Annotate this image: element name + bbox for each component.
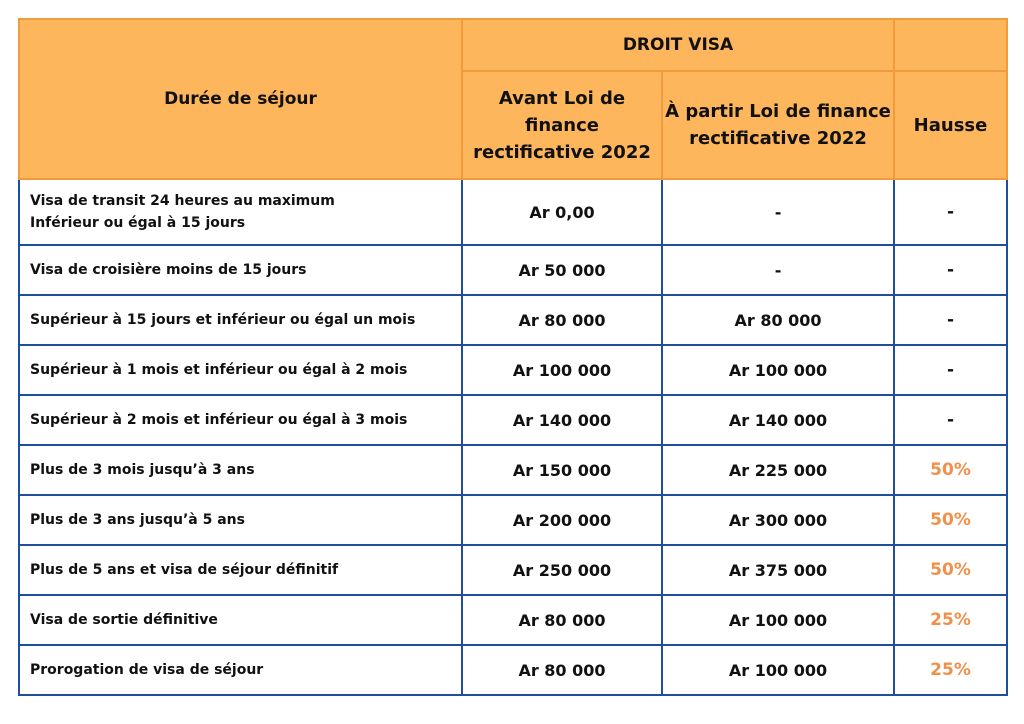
header-avant: Avant Loi de finance rectificative 2022 <box>462 71 662 179</box>
cell-avant: Ar 80 000 <box>462 645 662 695</box>
row-label: Visa de sortie définitive <box>19 595 462 645</box>
cell-avant: Ar 140 000 <box>462 395 662 445</box>
cell-avant: Ar 80 000 <box>462 595 662 645</box>
table-row <box>19 245 1007 295</box>
table-row <box>19 345 1007 395</box>
cell-apres: - <box>662 179 894 245</box>
cell-apres: Ar 225 000 <box>662 445 894 495</box>
cell-hausse: - <box>894 295 1007 345</box>
header-hausse: Hausse <box>894 71 1007 179</box>
row-label: Visa de croisière moins de 15 jours <box>19 245 462 295</box>
table-row <box>19 645 1007 695</box>
cell-hausse: 25% <box>894 595 1007 645</box>
cell-apres: Ar 100 000 <box>662 595 894 645</box>
visa-fees-table <box>18 18 1008 696</box>
header-droit-visa: DROIT VISA <box>462 19 894 71</box>
cell-avant: Ar 100 000 <box>462 345 662 395</box>
table-row <box>19 595 1007 645</box>
cell-apres: Ar 375 000 <box>662 545 894 595</box>
row-label: Supérieur à 2 mois et inférieur ou égal à 3 mois <box>19 395 462 445</box>
cell-apres: Ar 100 000 <box>662 345 894 395</box>
cell-hausse: 50% <box>894 545 1007 595</box>
cell-apres: Ar 80 000 <box>662 295 894 345</box>
cell-apres: Ar 100 000 <box>662 645 894 695</box>
cell-hausse: 50% <box>894 495 1007 545</box>
cell-hausse: 50% <box>894 445 1007 495</box>
header-duree: Durée de séjour <box>19 19 462 179</box>
cell-hausse: - <box>894 345 1007 395</box>
cell-avant: Ar 80 000 <box>462 295 662 345</box>
cell-hausse: - <box>894 179 1007 245</box>
cell-hausse: - <box>894 245 1007 295</box>
row-label: Plus de 3 mois jusqu’à 3 ans <box>19 445 462 495</box>
cell-apres: Ar 140 000 <box>662 395 894 445</box>
table-row <box>19 179 1007 245</box>
row-label: Plus de 5 ans et visa de séjour définitif <box>19 545 462 595</box>
row-label: Plus de 3 ans jusqu’à 5 ans <box>19 495 462 545</box>
table-row <box>19 295 1007 345</box>
cell-avant: Ar 200 000 <box>462 495 662 545</box>
header-apres: À partir Loi de finance rectificative 2022 <box>662 71 894 179</box>
header-empty-cell <box>894 19 1007 71</box>
cell-avant: Ar 0,00 <box>462 179 662 245</box>
table-row <box>19 495 1007 545</box>
table-row <box>19 545 1007 595</box>
table-row <box>19 445 1007 495</box>
table-header <box>19 19 1007 179</box>
row-label-line: Visa de transit 24 heures au maximum <box>30 192 335 209</box>
cell-avant: Ar 50 000 <box>462 245 662 295</box>
row-label-line: Inférieur ou égal à 15 jours <box>30 215 246 231</box>
cell-apres: Ar 300 000 <box>662 495 894 545</box>
cell-hausse: - <box>894 395 1007 445</box>
row-label <box>19 179 462 245</box>
row-label: Supérieur à 15 jours et inférieur ou égal un mois <box>19 295 462 345</box>
table-row <box>19 395 1007 445</box>
cell-avant: Ar 250 000 <box>462 545 662 595</box>
cell-avant: Ar 150 000 <box>462 445 662 495</box>
cell-hausse: 25% <box>894 645 1007 695</box>
row-label: Supérieur à 1 mois et inférieur ou égal à 2 mois <box>19 345 462 395</box>
table-body <box>19 179 1007 695</box>
cell-apres: - <box>662 245 894 295</box>
row-label: Prorogation de visa de séjour <box>19 645 462 695</box>
